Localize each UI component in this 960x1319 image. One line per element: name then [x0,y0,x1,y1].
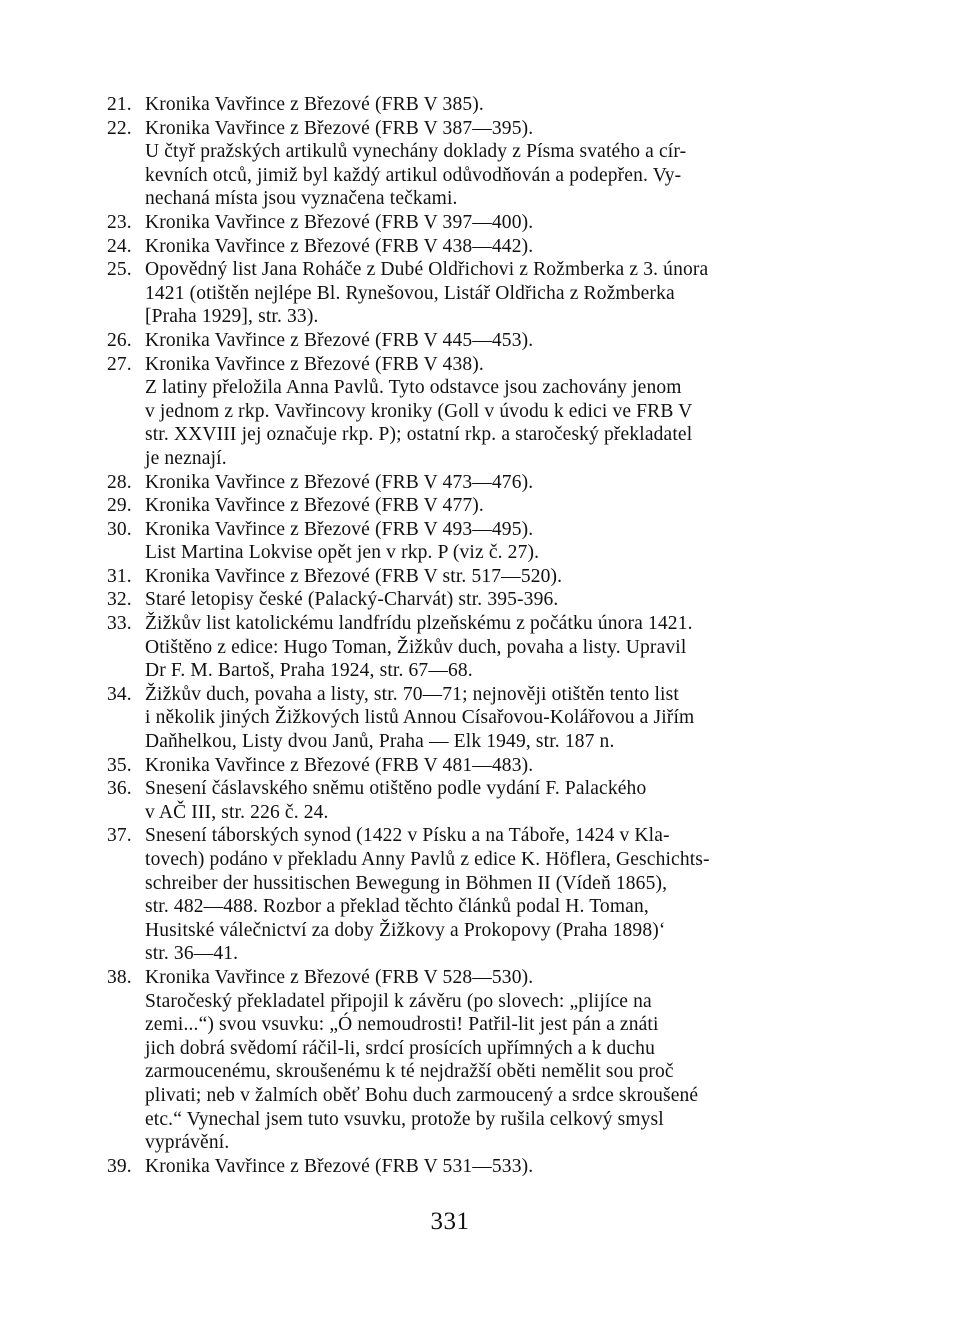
endnote-line: Kronika Vavřince z Březové (FRB V 387—395). [145,117,534,139]
endnote-item [107,93,800,117]
endnote-line: Kronika Vavřince z Březové (FRB V 438—442). [145,235,534,257]
endnote-line: jich dobrá svědomí ráčil-li, srdcí prosících upřímných a k duchu [145,1037,655,1059]
endnote-line: Opovědný list Jana Roháče z Dubé Oldřichovi z Rožmberka z 3. února [145,259,709,281]
endnote-line: Snesení táborských synod (1422 v Písku a na Táboře, 1424 v Kla- [145,825,670,847]
endnote-line: i několik jiných Žižkových listů Annou Císařovou-Kolářovou a Jiřím [145,707,695,729]
endnote-text [145,777,800,824]
endnote-item [107,258,800,329]
endnote-line: kevních otců, jimiž byl každý artikul odůvodňován a podepřen. Vy- [145,164,682,186]
endnote-item [107,471,800,495]
endnote-line: [Praha 1929], str. 33). [145,306,319,328]
endnote-number: 32. [107,589,132,611]
page-number: 331 [430,1208,470,1235]
endnote-number: 30. [107,518,132,540]
endnote-line: v jednom z rkp. Vavřincovy kroniky (Goll v úvodu k edici ve FRB V [145,400,693,422]
endnote-number: 31. [107,565,132,587]
endnote-line: Z latiny přeložila Anna Pavlů. Tyto odstavce jsou zachovány jenom [145,377,682,399]
endnote-line: str. 482—488. Rozbor a překlad těchto článků podal H. Toman, [145,896,649,918]
endnote-line: Žižkův list katolickému landfrídu plzeňskému z počátku února 1421. [145,613,693,635]
endnote-item [107,588,800,612]
endnote-line: Kronika Vavřince z Březové (FRB V str. 517—520). [145,565,563,587]
endnote-line: Kronika Vavřince z Březové (FRB V 481—483). [145,754,534,776]
endnote-line: Kronika Vavřince z Březové (FRB V 477). [145,495,484,517]
endnote-line: Otištěno z edice: Hugo Toman, Žižkův duch, povaha a listy. Upravil [145,636,687,658]
endnote-number: 23. [107,211,132,233]
endnote-text [145,211,800,235]
endnote-text [145,612,800,683]
endnote-text [145,683,800,754]
endnote-number: 34. [107,683,132,705]
endnote-number: 28. [107,471,132,493]
endnote-line: List Martina Lokvise opět jen v rkp. P (viz č. 27). [145,542,540,564]
endnote-text [145,353,800,471]
endnote-line: zemi...“) svou vsuvku: „Ó nemoudrosti! Patřil-lit jest pán a znáti [145,1014,659,1036]
endnote-item [107,353,800,471]
endnote-line: Staré letopisy české (Palacký-Charvát) str. 395-396. [145,589,559,611]
endnote-number: 38. [107,966,132,988]
endnote-line: Kronika Vavřince z Březové (FRB V 385). [145,94,484,115]
endnote-line: Husitské válečnictví za doby Žižkovy a Prokopovy (Praha 1898)‘ [145,919,666,941]
endnote-number: 27. [107,353,132,375]
endnote-item [107,211,800,235]
endnote-line: Kronika Vavřince z Březové (FRB V 397—400). [145,211,534,233]
endnote-line: tovech) podáno v překladu Anny Pavlů z edice K. Höflera, Geschichts- [145,849,710,870]
endnote-number: 29. [107,495,132,517]
endnote-text [145,824,800,966]
endnote-line: Daňhelkou, Listy dvou Janů, Praha — Elk 1949, str. 187 n. [145,731,615,753]
endnote-number: 25. [107,259,132,281]
endnote-number: 36. [107,778,132,800]
endnote-line: nechaná místa jsou vyznačena tečkami. [145,188,458,210]
endnote-text [145,235,800,259]
endnote-number: 37. [107,825,132,847]
endnote-number: 24. [107,235,132,257]
endnote-item [107,683,800,754]
endnote-item [107,824,800,966]
endnote-item [107,117,800,211]
endnote-line: Kronika Vavřince z Březové (FRB V 438). [145,353,484,375]
endnotes-list [107,93,800,1178]
endnote-line: schreiber der hussitischen Bewegung in Böhmen II (Vídeň 1865), [145,872,668,894]
endnote-number: 33. [107,613,132,635]
endnote-text [145,588,800,612]
endnote-text [145,518,800,565]
endnote-number: 21. [107,94,132,115]
endnote-item [107,494,800,518]
endnote-item [107,612,800,683]
endnote-item [107,966,800,1155]
endnote-text [145,966,800,1155]
endnote-text [145,93,800,117]
endnote-text [145,258,800,329]
endnote-item [107,518,800,565]
endnote-line: str. 36—41. [145,943,239,965]
endnote-line: str. XXVIII jej označuje rkp. P); ostatní rkp. a staročeský překladatel [145,424,693,446]
endnote-text [145,494,800,518]
endnote-item [107,235,800,259]
endnote-text [145,754,800,778]
endnote-line: Kronika Vavřince z Březové (FRB V 528—530). [145,966,534,988]
endnote-line: je neznají. [145,447,227,469]
endnote-number: 35. [107,754,132,776]
endnote-line: Kronika Vavřince z Březové (FRB V 493—495). [145,518,534,540]
endnote-line: Snesení čáslavského sněmu otištěno podle vydání F. Palackého [145,778,647,800]
endnote-text [145,471,800,495]
endnote-line: v AČ III, str. 226 č. 24. [145,801,329,823]
endnote-line: zarmoucenému, skroušenému k té nejdražší oběti nemělit sou proč [145,1061,674,1083]
endnote-line: Žižkův duch, povaha a listy, str. 70—71; nejnověji otištěn tento list [145,683,679,705]
endnote-line: etc.“ Vynechal jsem tuto vsuvku, protože by rušila celkový smysl [145,1108,664,1130]
endnote-number: 22. [107,117,132,139]
endnote-text [145,1155,800,1179]
endnote-item [107,1155,800,1179]
endnote-line: plivati; neb v žalmích oběť Bohu duch zarmoucený a srdce skroušené [145,1084,699,1106]
endnote-number: 26. [107,329,132,351]
endnote-item [107,565,800,589]
endnote-item [107,329,800,353]
endnote-text [145,565,800,589]
endnote-item [107,754,800,778]
endnote-text [145,117,800,211]
endnote-line: Kronika Vavřince z Březové (FRB V 445—453). [145,329,534,351]
endnote-text [145,329,800,353]
endnote-line: U čtyř pražských artikulů vynechány doklady z Písma svatého a cír- [145,141,687,163]
endnote-line: Dr F. M. Bartoš, Praha 1924, str. 67—68. [145,660,473,682]
endnote-number: 39. [107,1155,132,1177]
endnote-line: Kronika Vavřince z Březové (FRB V 531—533). [145,1155,534,1177]
endnote-line: vyprávění. [145,1132,230,1154]
endnote-line: Staročeský překladatel připojil k závěru (po slovech: „plijíce na [145,990,652,1012]
endnote-item [107,777,800,824]
endnote-line: 1421 (otištěn nejlépe Bl. Rynešovou, Listář Oldřicha z Rožmberka [145,282,675,304]
endnote-line: Kronika Vavřince z Březové (FRB V 473—476). [145,471,534,493]
